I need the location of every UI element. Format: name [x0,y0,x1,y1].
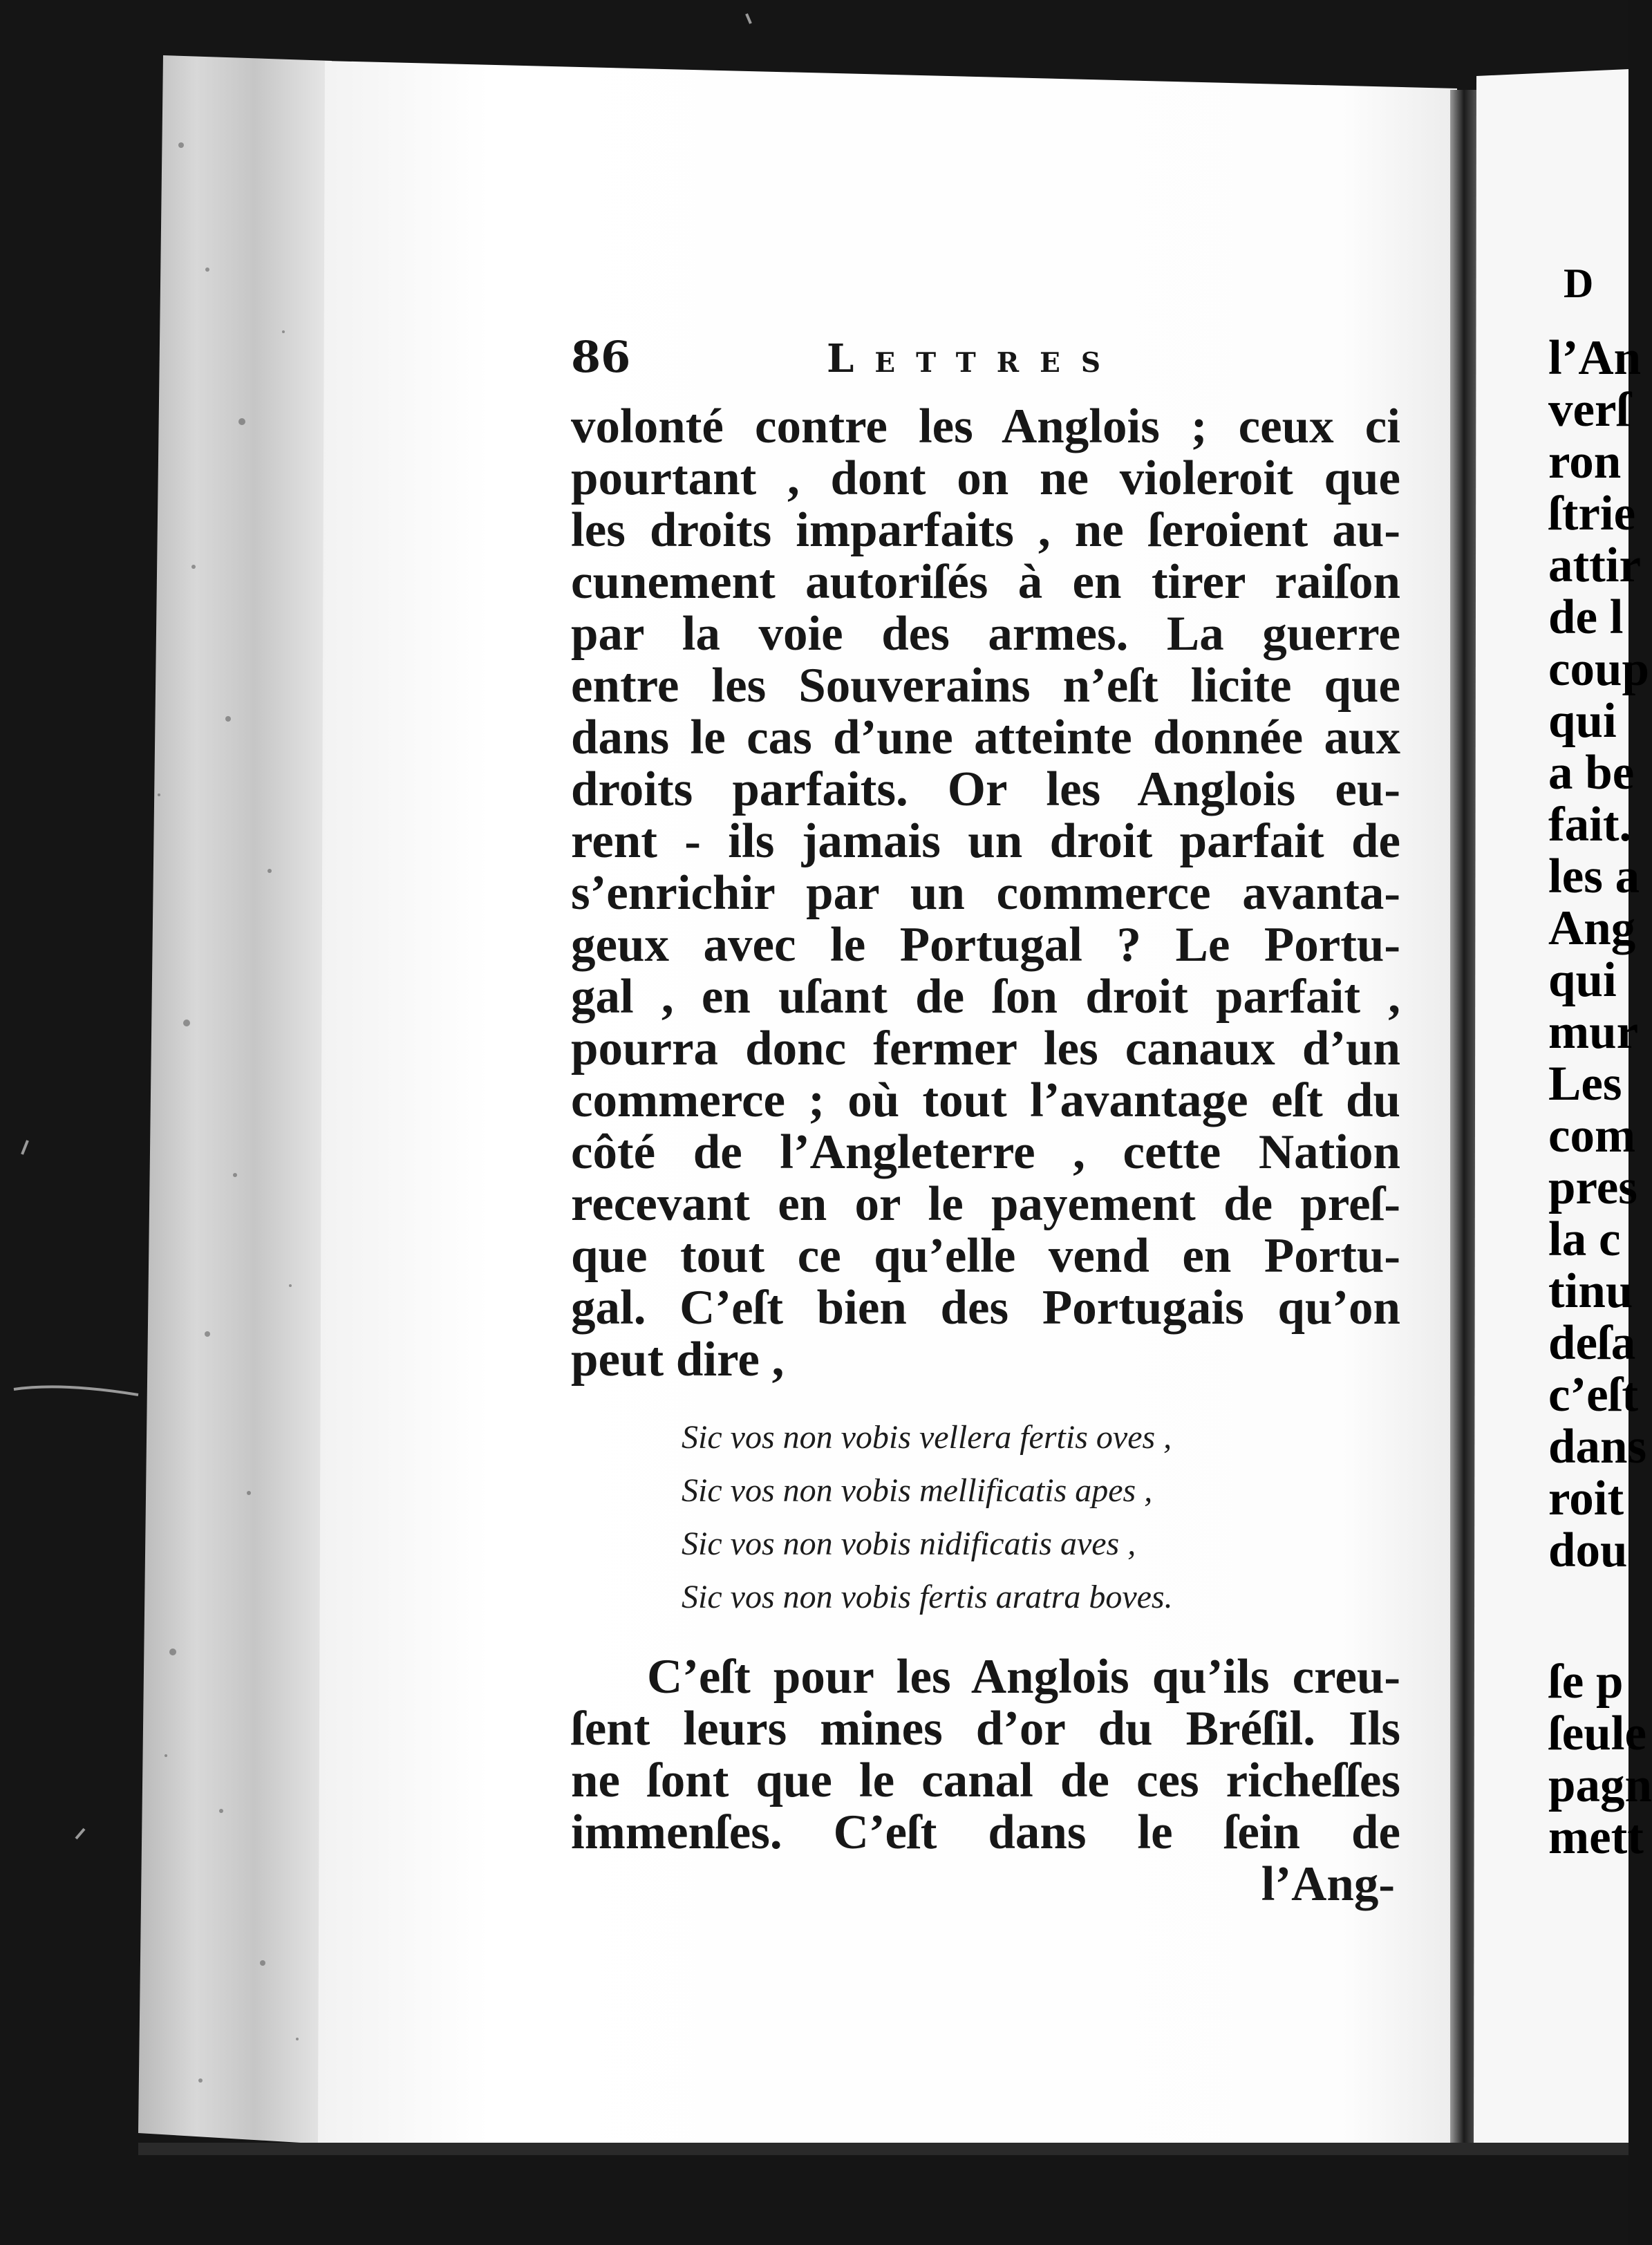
fragment-line: tinu [1548,1264,1633,1318]
fragment-line: c’eſt [1548,1368,1639,1422]
fragment-line: qui [1548,694,1617,748]
text-line: par la voie des armes. La guerre [571,607,1400,661]
text-line: gal. C’eſt bien des Portugais qu’on [571,1281,1400,1335]
fragment-line: de l [1548,590,1624,644]
text-line: commerce ; où tout l’avantage eſt du [571,1073,1400,1127]
text-line: cunement autoriſés à en tirer raiſon [571,555,1400,609]
text-line: ſent leurs mines d’or du Bréſil. Ils [571,1702,1400,1756]
paragraph-1 [571,401,1400,1386]
latin-verse [682,1411,1400,1624]
text-line: recevant en or le payement de preſ- [571,1177,1400,1231]
text-line: ne ſont que le canal de ces richeſſes [571,1754,1400,1807]
right-running-head: D [1564,261,1594,306]
text-line: volonté contre les Anglois ; ceux ci [571,400,1400,453]
paragraph-2 [571,1651,1400,1910]
text-line: peut dire , [571,1333,785,1387]
fragment-line: pagn [1548,1758,1652,1812]
text-line: que tout ce qu’elle vend en Portu- [571,1229,1400,1283]
fragment-line: dou [1548,1523,1628,1577]
fragment-line: coup [1548,642,1649,696]
verse-line: Sic vos non vobis fertis aratra boves. [682,1579,1173,1615]
fragment-line: Les [1548,1057,1622,1111]
fragment-line: ron [1548,435,1622,489]
fragment-line: ſtrie [1548,487,1636,541]
fragment-line: ſe p [1548,1655,1624,1709]
fragment-line: com [1548,1109,1636,1163]
fragment-line: l’An [1548,331,1642,385]
left-page [571,332,1400,1910]
fragment-line: mett [1548,1810,1644,1864]
text-line: dans le cas d’une atteinte donnée aux [571,711,1400,764]
text-line: droits parfaits. Or les Anglois eu- [571,762,1400,816]
fragment-line: ſeule [1548,1707,1646,1760]
text-line: immenſes. C’eſt dans le ſein de [571,1805,1400,1859]
fragment-line: roit [1548,1472,1624,1525]
fragment-line: mur [1548,1005,1639,1059]
text-line: entre les Souverains n’eſt licite que [571,659,1400,713]
text-line: côté de l’Angleterre , cette Nation [571,1125,1400,1179]
text-line: pourtant , dont on ne violeroit que [571,451,1400,505]
catchword: l’Ang- [1261,1857,1395,1911]
fragment-line: attir [1548,538,1642,592]
text-line: s’enrichir par un commerce avanta- [571,866,1400,920]
fragment-line: deſa [1548,1316,1636,1370]
text-line: C’eſt pour les Anglois qu’ils creu- [647,1650,1400,1704]
fragment-line: la c [1548,1212,1621,1266]
fragment-line: Ang [1548,901,1636,955]
fragment-line: les a [1548,849,1640,903]
fragment-line: fait. [1548,798,1632,852]
text-line: gal , en uſant de ſon droit parfait , [571,970,1400,1024]
text-line: rent - ils jamais un droit parfait de [571,814,1400,868]
running-head [571,332,1400,401]
page-number: 86 [571,332,631,382]
verse-line: Sic vos non vobis mellificatis apes , [682,1472,1153,1509]
running-title: Lettres [827,336,1122,382]
verse-line: Sic vos non vobis vellera fertis oves , [682,1419,1172,1456]
text-line: geux avec le Portugal ? Le Portu- [571,918,1400,972]
text-line: pourra donc fermer les canaux d’un [571,1022,1400,1075]
fragment-line: qui [1548,953,1617,1007]
text-line: les droits imparfaits , ne ſeroient au- [571,503,1400,557]
verse-line: Sic vos non vobis nidificatis aves , [682,1525,1136,1562]
fragment-line: a be [1548,746,1635,800]
fragment-line: dans [1548,1420,1647,1474]
fragment-line: verſ [1548,383,1631,437]
fragment-line: pres [1548,1161,1637,1214]
